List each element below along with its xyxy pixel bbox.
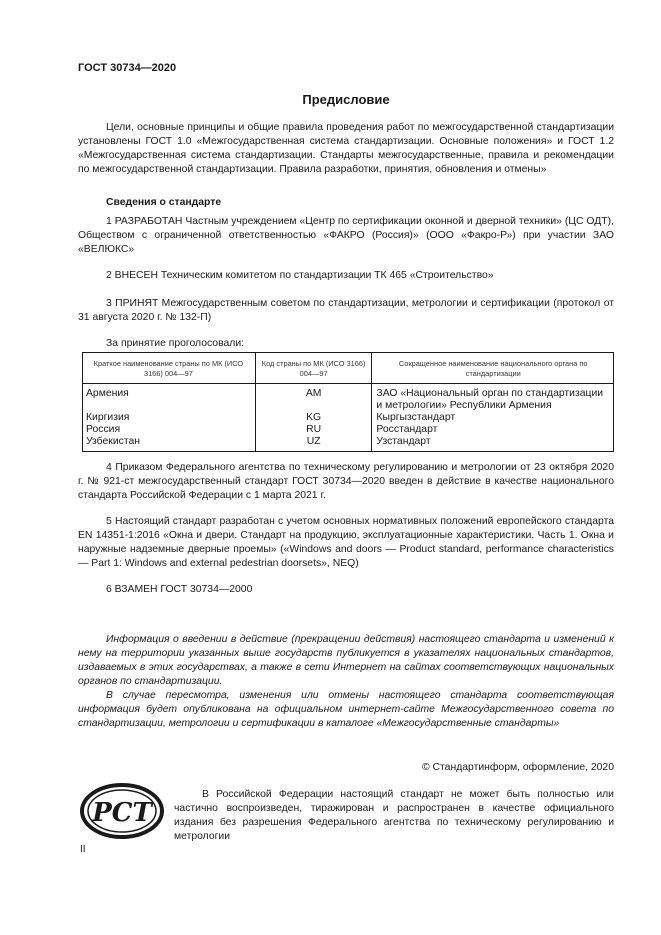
item-basis: 5 Настоящий стандарт разработан с учетом основных нормативных положений европейского стандарта EN 14351-1:2016 «Окна и двери. Стандарт на продукцию, эксплуатационные характеристики. Часть 1. Окна и наружные надземные дверные проемы» («Windows and doors — Product standard, performance characteristics — Part 1: Windows and external pedestrian doorsets», NEQ) [78,516,614,569]
table-header-row [82,352,614,384]
item-developed: 1 РАЗРАБОТАН Частным учреждением «Центр по сертификации оконной и дверной техники» (ЦС ОДТ), Обществом с ограниченной ответственностью «ФАКРО (Россия)» (ООО «Факро-Р») при участии ЗАО «ВЕЛЮКС» [78,216,614,255]
copyright-line: © Стандартинформ, оформление, 2020 [421,762,614,773]
document-code-header: ГОСТ 30734—2020 [78,62,177,74]
page-title: Предисловие [302,92,390,107]
rst-logo-icon [80,783,164,839]
reproduction-notice: В Российской Федерации настоящий стандарт не может быть полностью или частично воспроизведен, тиражирован и распространен в качестве официального издания без разрешения Федерального агентства по техническому регулированию и метрологии [174,789,614,842]
vote-intro: За принятие проголосовали: [106,338,245,349]
item-replaces: 6 ВЗАМЕН ГОСТ 30734—2000 [106,584,253,595]
item-submitted: 2 ВНЕСЕН Техническим комитетом по стандартизации ТК 465 «Строительство» [106,270,494,281]
body-cell: Узстандарт [376,436,431,447]
table-header-country: Краткое наименование страны по МК (ИСО 3166) 004—97 [82,352,255,384]
country-cell: Киргизия [82,412,255,424]
country-cell: Россия [82,424,255,436]
info-heading: Сведения о стандарте [106,197,222,208]
table-row [82,384,614,413]
code-cell: AM [255,384,372,413]
table-header-code: Код страны по МК (ИСО 3166) 004—97 [255,352,372,384]
code-cell: KG [255,412,372,424]
body-cell: Кыргызстандарт [376,412,456,423]
code-cell: RU [255,424,372,436]
code-cell: UZ [255,436,372,451]
rst-logo [80,783,164,839]
table-row [82,412,614,424]
page-number: II [80,844,86,855]
table-row [82,424,614,436]
country-cell: Армения [82,384,255,413]
footer-note-revision: В случае пересмотра, изменения или отмены настоящего стандарта соответствующая информация будет опубликована на официальном интернет-сайте Межгосударственного совета по стандартизации, метрологии и сертификации в каталоге «Межгосударственные стандарты» [78,690,614,729]
item-adopted: 3 ПРИНЯТ Межгосударственным советом по стандартизации, метрологии и сертификации (протокол от 31 августа 2020 г. № 132-П) [78,298,614,323]
rst-logo-letters: РСТ [92,798,152,828]
footer-note-info: Информация о введении в действие (прекращении действия) настоящего стандарта и изменений к нему на территории указанных выше государств публикуется в указателях национальных стандартов, издаваемых в этих государствах, а также в сети Интернет на сайтах соответствующих национальных органов по стандартизации. [78,634,614,687]
item-enacted: 4 Приказом Федерального агентства по техническому регулированию и метрологии от 23 октября 2020 г. № 921-ст межгосударственный стандарт ГОСТ 30734—2020 введен в действие в качестве национального стандарта Российской Федерации с 1 марта 2021 г. [78,462,614,501]
table-row [82,436,614,451]
country-cell: Узбекистан [82,436,255,451]
intro-paragraph: Цели, основные принципы и общие правила проведения работ по межгосударственной стандартизации установлены ГОСТ 1.0 «Межгосударственная система стандартизации. Основные положения» и ГОСТ 1.2 «Межгосударственная система стандартизации. Стандарты межгосударственные, правила и рекомендации по межгосударственной стандартизации. Правила разработки, принятия, обновления и отмены» [78,122,614,175]
body-cell: Росстандарт [376,424,438,435]
table-header-body: Сокращенное наименование национального органа по стандартизации [372,352,614,384]
body-cell: ЗАО «Национальный орган по стандартизации и метрологии» Республики Армения [376,388,604,411]
voting-table [82,352,614,451]
